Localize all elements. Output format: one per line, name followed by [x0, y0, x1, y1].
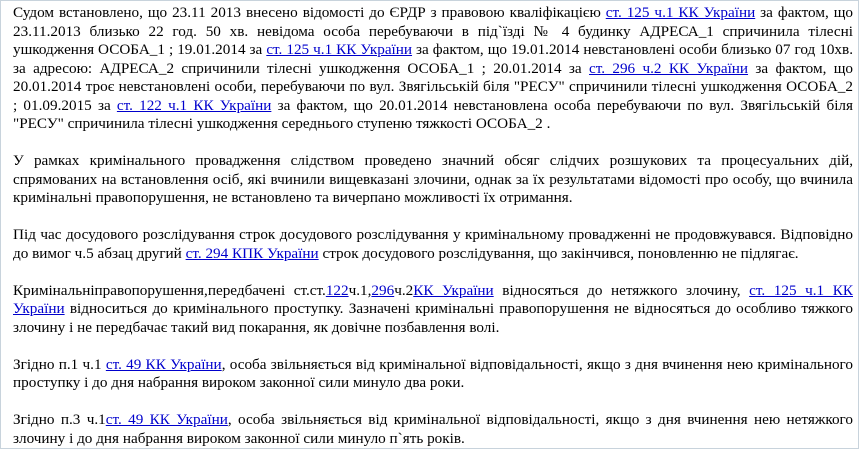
paragraph-text: за фактом, що 20.01.2014 невстановлена особа перебуваючи по вул. Звягільській біля "РЕСУ" спричинила тілесні ушкодження середнього ступеню тяжкості ОСОБА_2 .	[13, 96, 853, 132]
law-reference-link[interactable]: ст. 49 КК України	[105, 411, 228, 428]
paragraph-text: Під час досудового розслідування строк досудового розслідування у кримінальному провадженні не продовжувався. Відповідно до вимог ч.5 абзац другий	[13, 226, 853, 262]
law-reference-link[interactable]: 122	[325, 281, 349, 299]
law-reference-link[interactable]: ст. 125 ч.1 КК України	[605, 4, 756, 21]
paragraph-text: , особа звільняється від кримінальної відповідальності, якщо з дня вчинення нею нетяжкого злочину і до дня набрання вироком законної сили минуло п`ять років.	[13, 411, 853, 447]
paragraph-6	[13, 411, 853, 448]
paragraph-2	[13, 152, 853, 208]
law-reference-link[interactable]: КК України	[413, 281, 494, 299]
paragraph-text: Судом встановлено, що 23.11 2013 внесено відомості до ЄРДР з правовою кваліфікацією	[13, 4, 606, 21]
paragraph-text: Згідно п.3 ч.1	[13, 411, 106, 428]
paragraph-text: Кримінальніправопорушення,передбачені ст.ст.	[13, 281, 326, 299]
document-body	[13, 4, 853, 448]
paragraph-text: строк досудового розслідування, що закінчився, поновленню не підлягає.	[318, 244, 799, 262]
paragraph-text: ч.2	[394, 281, 414, 299]
paragraph-3	[13, 226, 853, 263]
paragraph-text: відносяться до нетяжкого злочину,	[493, 281, 750, 299]
paragraph-text: за фактом, що 23.11.2013 близько 22 год. 50 хв. невідома особа перебуваючи в під`їзді № 4 будинку АДРЕСА_1 спричинила тілесні ушкодження ОСОБА_1 ; 19.01.2014 за	[13, 4, 853, 58]
law-reference-link[interactable]: ст. 122 ч.1 КК України	[116, 96, 272, 114]
law-reference-link[interactable]: ст. 49 КК України	[105, 355, 222, 373]
paragraph-text: Згідно п.1 ч.1	[13, 355, 106, 373]
paragraph-text: У рамках кримінального провадження слідством проведено значний обсяг слідчих розшукових та процесуальних дій, спрямованих на встановлення осіб, які вчинили вищевказані злочини, однак за їх результатами відомості про особу, що вчинила кримінальні правопорушення, не встановлено та вичерпано можливості їх отримання.	[13, 152, 853, 206]
law-reference-link[interactable]: ст. 125 ч.1 КК України	[13, 281, 853, 317]
law-reference-link[interactable]: ст. 296 ч.2 КК України	[589, 59, 749, 77]
paragraph-1	[13, 4, 853, 134]
law-reference-link[interactable]: 296	[371, 281, 395, 299]
law-reference-link[interactable]: ст. 294 КПК України	[185, 244, 319, 262]
law-reference-link[interactable]: ст. 125 ч.1 КК України	[266, 41, 413, 58]
paragraph-5	[13, 356, 853, 393]
paragraph-text: ч.1,	[348, 281, 372, 299]
paragraph-text: за фактом, що 20.01.2014 троє невстановлені особи, перебуваючи по вул. Звягільській біля "РЕСУ" спричинили тілесні ушкодження ОСОБА_2 ; 01.09.2015 за	[13, 59, 853, 114]
paragraph-4	[13, 282, 853, 338]
paragraph-text: за фактом, що 19.01.2014 невстановлені особи близько 07 год 10хв. за адресою: АДРЕСА_2 спричинили тілесні ушкодження ОСОБА_1 ; 20.01.2014 за	[13, 41, 853, 77]
paragraph-text: , особа звільняється від кримінальної відповідальності, якщо з дня вчинення нею кримінального проступку і до дня набрання вироком законної сили минуло два роки.	[13, 355, 853, 391]
paragraph-text: відноситься до кримінального проступку. Зазначені кримінальні правопорушення не відносяться до особливо тяжкого злочину і не передбачає такий вид покарання, як довічне позбавлення волі.	[13, 300, 853, 336]
